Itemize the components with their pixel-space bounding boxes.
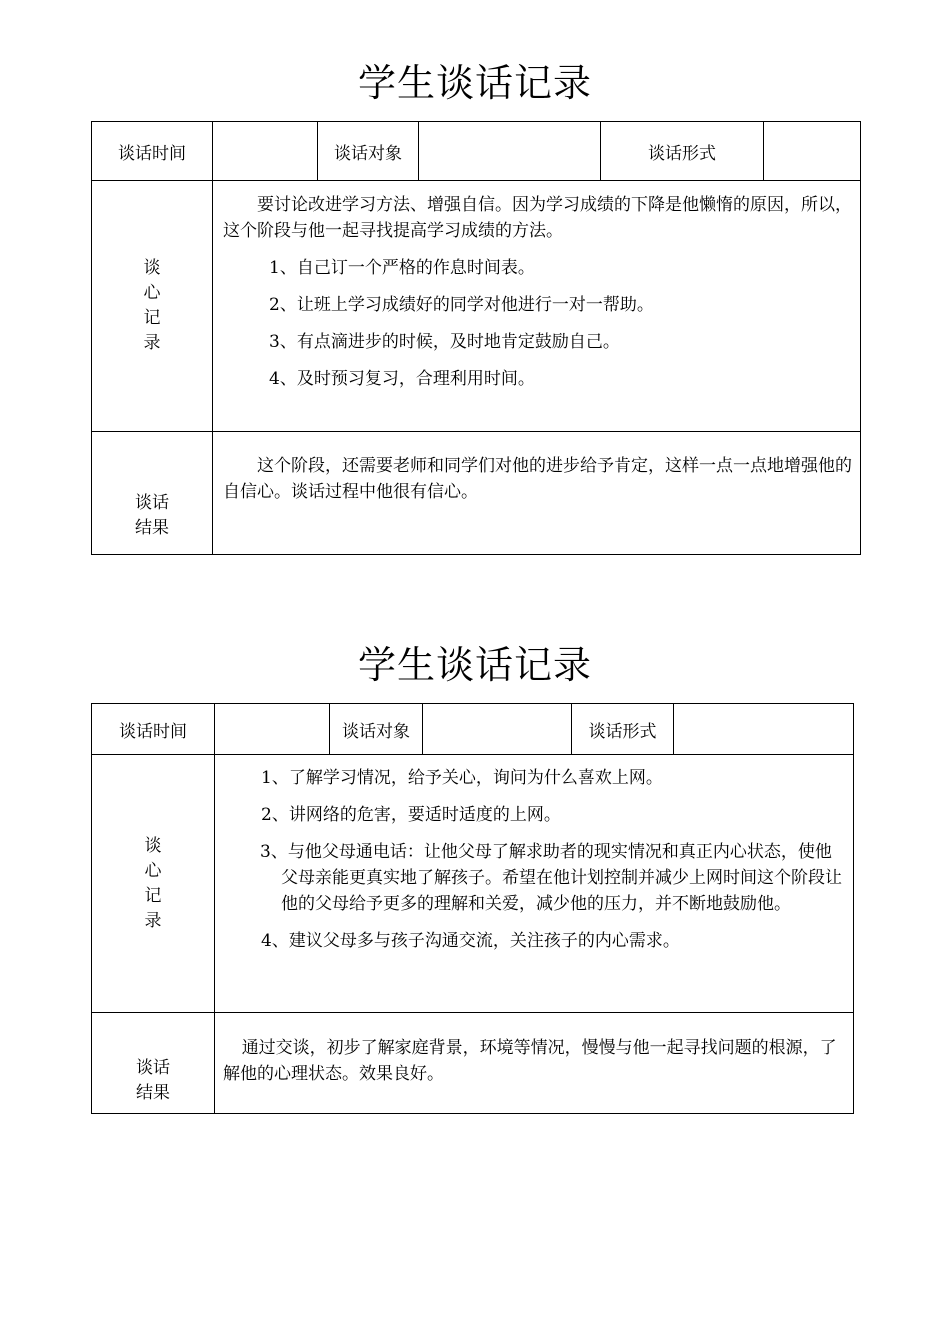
list-item: 1、了解学习情况，给予关心，询问为什么喜欢上网。: [261, 768, 663, 788]
talk-form-label: 谈话形式: [601, 122, 764, 181]
talk-form-label: 谈话形式: [572, 704, 674, 755]
list-item: 2、讲网络的危害，要适时适度的上网。: [261, 805, 561, 825]
heart-intro: 要讨论改进学习方法、增强自信。因为学习成绩的下降是他懒惰的原因，所以，这个阶段与他一起寻找提高学习成绩的方法。: [223, 195, 852, 241]
talk-target-value[interactable]: [423, 704, 572, 755]
list-item: 3、与他父母通电话：让他父母了解求助者的现实情况和真正内心状态，使他父母亲能更真实地了解孩子。希望在他计划控制并减少上网时间这个阶段让他的父母给予更多的理解和关爱，减少他的压力，并不断地鼓励他。: [260, 842, 842, 914]
talk-result-content: [213, 432, 861, 555]
list-item: 4、建议父母多与孩子沟通交流，关注孩子的内心需求。: [261, 931, 680, 951]
record-2-table: [91, 703, 854, 1114]
talk-form-value[interactable]: [764, 122, 861, 181]
talk-target-label: 谈话对象: [318, 122, 419, 181]
heart-record-content: [213, 181, 861, 432]
heart-record-label: 谈 心 记 录: [92, 755, 215, 1013]
heart-record-content: [215, 755, 854, 1013]
talk-time-value[interactable]: [215, 704, 330, 755]
talk-result-content: [215, 1013, 854, 1114]
record-1-table: [91, 121, 861, 555]
talk-time-label: 谈话时间: [92, 704, 215, 755]
record-1-title: 学生谈话记录: [357, 61, 592, 105]
talk-result-text: 通过交谈，初步了解家庭背景，环境等情况，慢慢与他一起寻找问题的根源，了解他的心理状态。效果良好。: [223, 1038, 837, 1084]
talk-result-label: 谈话 结果: [92, 432, 213, 555]
record-2-title: 学生谈话记录: [357, 643, 592, 687]
talk-result-text: 这个阶段，还需要老师和同学们对他的进步给予肯定，这样一点一点地增强他的自信心。谈话过程中他很有信心。: [223, 456, 852, 502]
talk-target-label: 谈话对象: [330, 704, 423, 755]
talk-time-label: 谈话时间: [92, 122, 213, 181]
talk-form-value[interactable]: [674, 704, 854, 755]
talk-time-value[interactable]: [213, 122, 318, 181]
list-item: 2、让班上学习成绩好的同学对他进行一对一帮助。: [269, 295, 654, 315]
heart-record-label: 谈 心 记 录: [92, 181, 213, 432]
list-item: 1、自己订一个严格的作息时间表。: [269, 258, 535, 278]
talk-result-label: 谈话 结果: [92, 1013, 215, 1114]
list-item: 4、及时预习复习，合理利用时间。: [269, 369, 535, 389]
list-item: 3、有点滴进步的时候，及时地肯定鼓励自己。: [269, 332, 620, 352]
talk-target-value[interactable]: [419, 122, 601, 181]
